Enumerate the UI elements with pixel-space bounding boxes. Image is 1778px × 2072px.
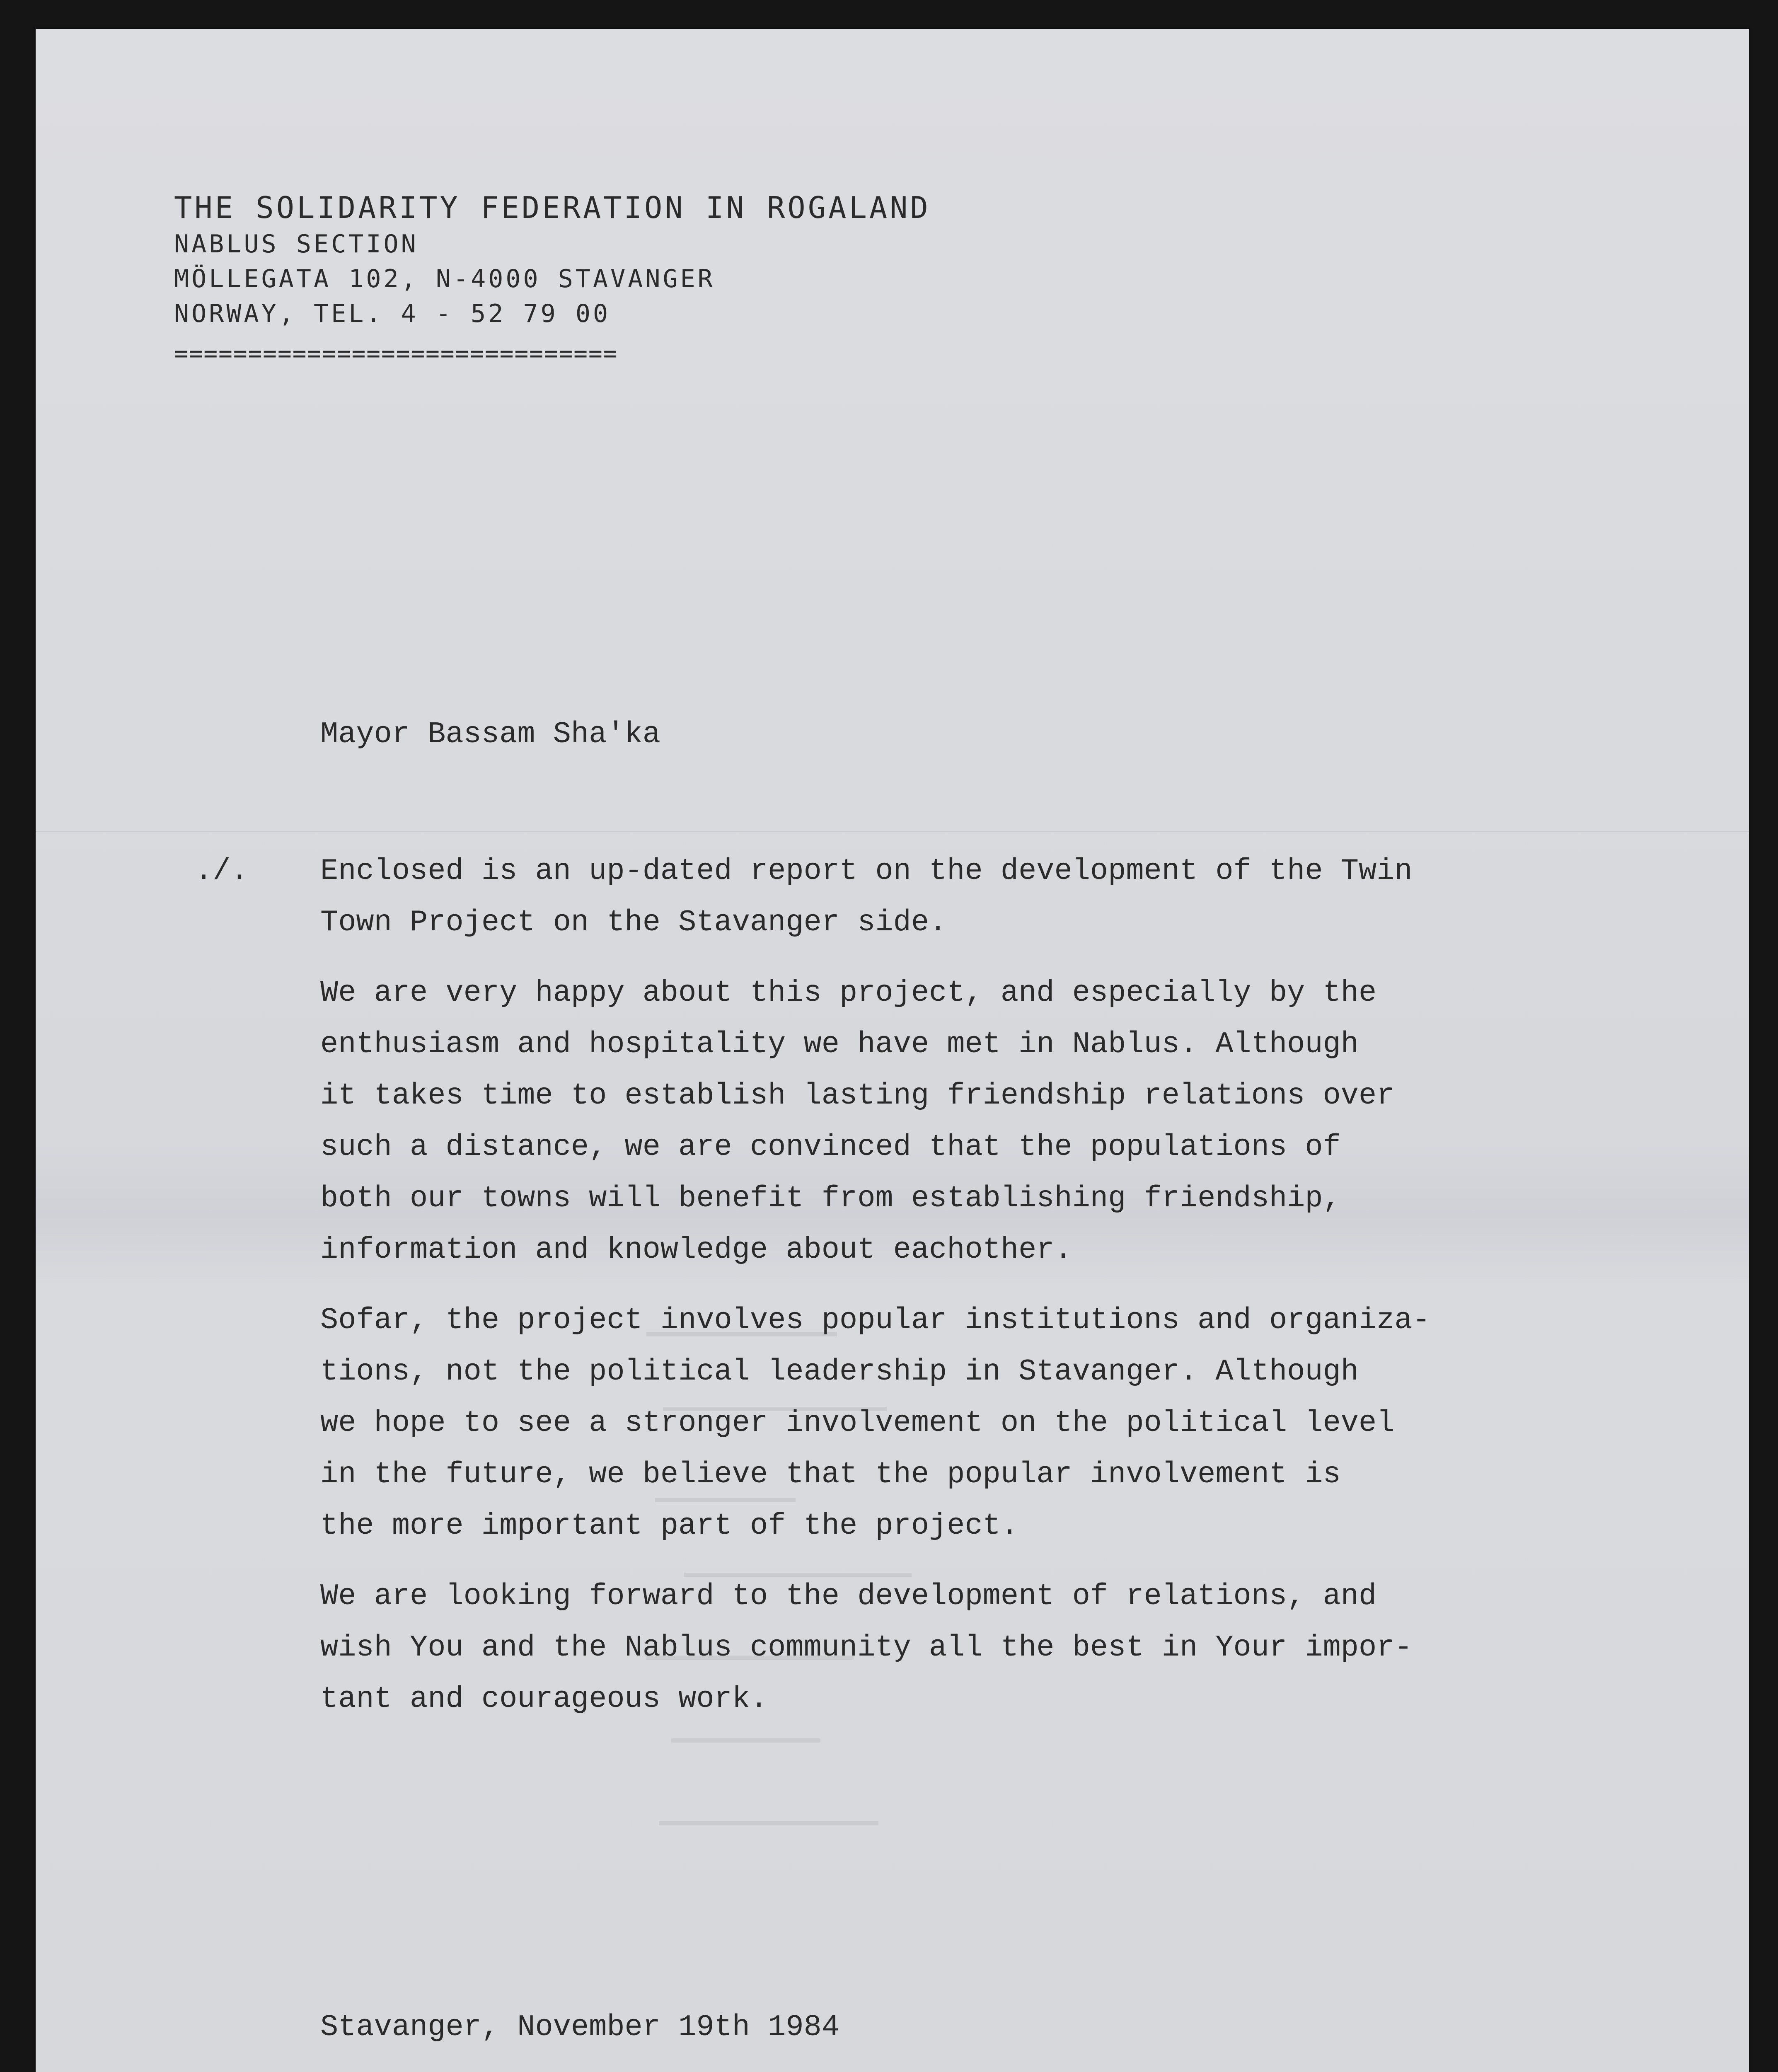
letterhead — [174, 189, 931, 377]
body-paragraph-1: Enclosed is an up-dated report on the development of the Twin Town Project on the Stavanger side. — [320, 854, 1413, 939]
body-paragraph-2: We are very happy about this project, and especially by the enthusiasm and hospitality we have met in Nablus. Although it takes time to establish lasting friendship relations over such a distance, we are convinced that the populations of both our towns will benefit from establishing friendship, information and knowledge about eachother. — [320, 976, 1395, 1267]
recipient-name: Mayor Bassam Sha'ka — [320, 717, 660, 751]
place-and-date: Stavanger, November 19th 1984 — [320, 2010, 840, 2044]
letter-body — [320, 845, 1430, 1744]
letterhead-section: NABLUS SECTION — [174, 230, 418, 259]
letterhead-rule: ============================== — [174, 340, 618, 367]
enclosure-mark: ./. — [195, 854, 249, 888]
letterhead-address: MÖLLEGATA 102, N-4000 STAVANGER — [174, 264, 715, 293]
body-paragraph-4: We are looking forward to the development of relations, and wish You and the Nablus community all the best in Your impor- tant and courageous work. — [320, 1579, 1413, 1716]
paper-fold-crease — [36, 831, 1749, 833]
letterhead-organization: THE SOLIDARITY FEDERATION IN ROGALAND — [174, 190, 931, 225]
body-paragraph-3: Sofar, the project involves popular institutions and organiza- tions, not the political leadership in Stavanger. Although we hope to see a stronger involvement on the political level in the future, we believe that the popular involvement is the more important part of the project. — [320, 1303, 1430, 1543]
letterhead-country-phone: NORWAY, TEL. 4 - 52 79 00 — [174, 299, 611, 328]
